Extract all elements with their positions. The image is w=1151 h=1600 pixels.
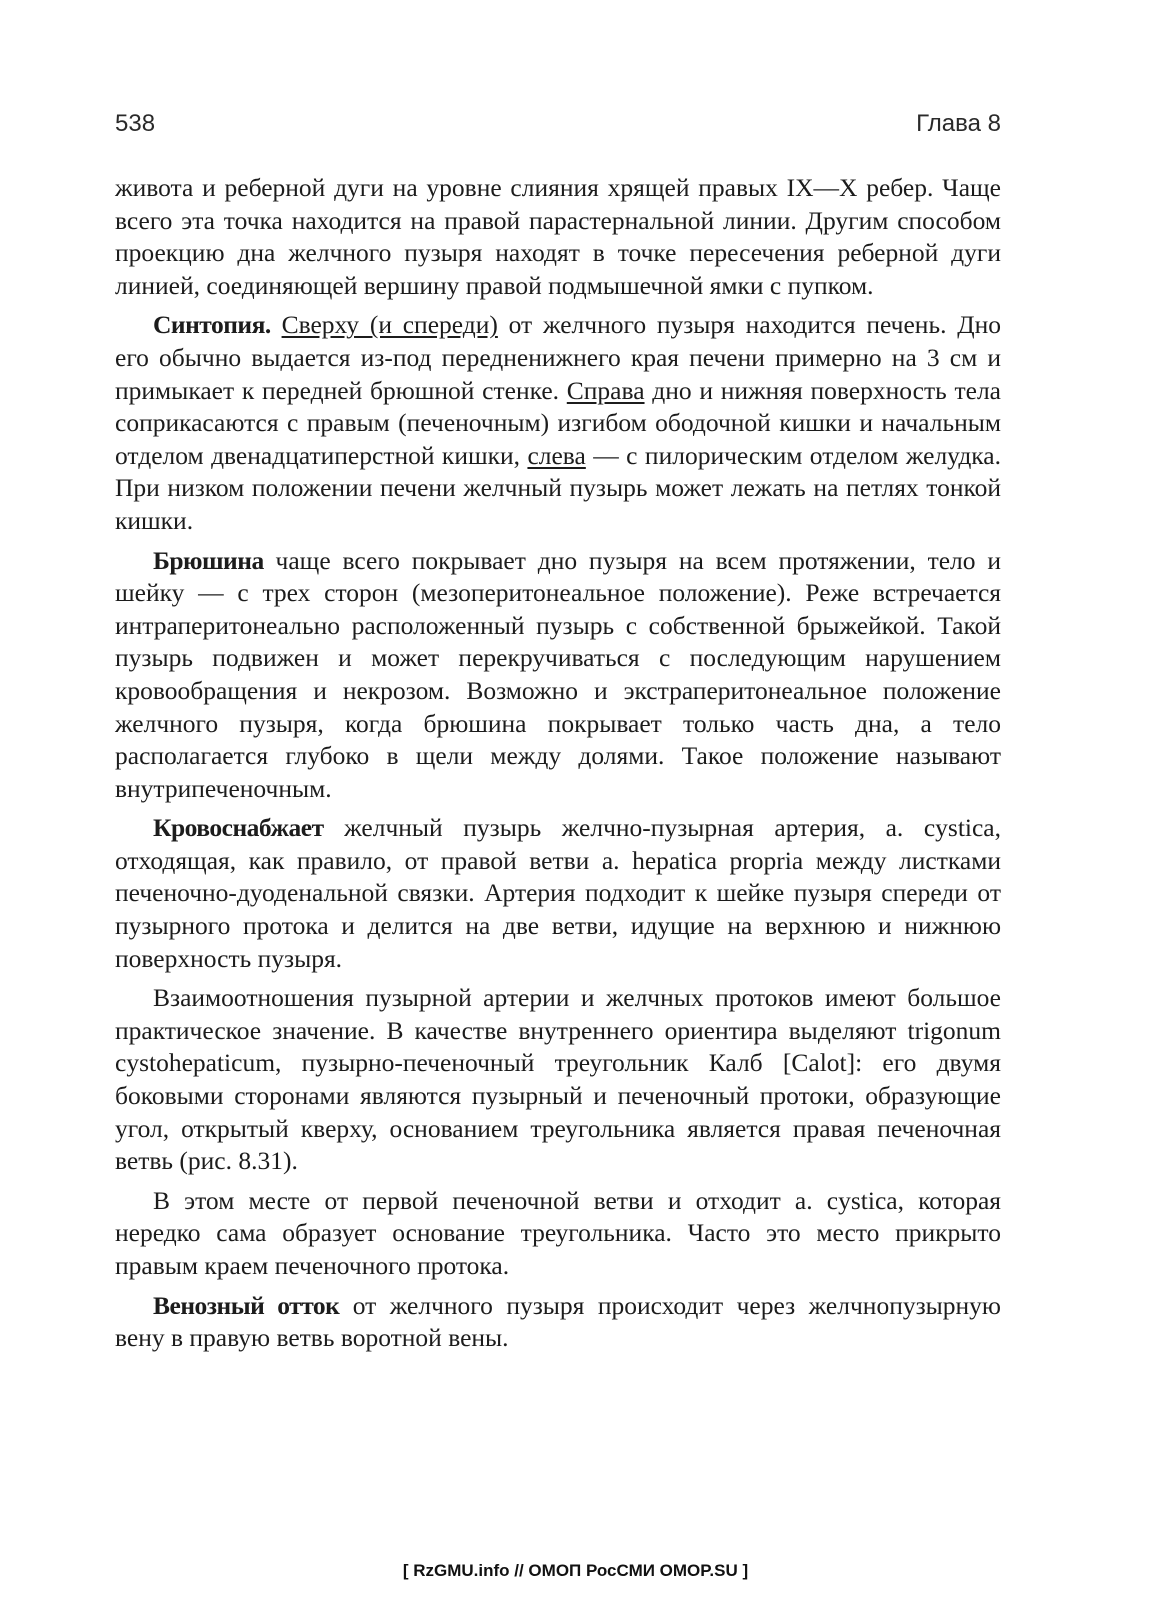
text-segment <box>271 310 282 339</box>
page-number: 538 <box>115 110 156 137</box>
text-segment: от желчного пузыря происходит через желчнопузырную вену в правую ветвь воротной вены. <box>115 1290 1001 1353</box>
underlined-above-front: Сверху (и спереди) <box>281 310 498 340</box>
term-peritoneum: Брюшина <box>153 545 264 575</box>
text-segment: желчный пузырь желчно-пузырная артерия, a. cystica, отходящая, как правило, от правой ветви a. hepatica propria между листками печеночно-дуоденальной связки. Артерия подходит к шейке пузыря спереди от пузырного протока и делится на две ветви, идущие на верхнюю и нижнюю поверхность пузыря. <box>115 813 1001 973</box>
underlined-left: слева <box>527 440 586 470</box>
paragraph-blood-supply <box>115 812 1001 975</box>
footer-watermark: [ RzGMU.info // ОМОП РосСМИ OMOP.SU ] <box>402 1561 749 1580</box>
paragraph-continuation: живота и реберной дуги на уровне слияния хрящей правых IX—X ребер. Чаще всего эта точка находится на правой парастернальной линии. Другим способом проекцию дна желчного пузыря находят в точке пересечения реберной дуги линией, соединяющей вершину правой подмышечной ямки с пупком. <box>115 173 1001 300</box>
term-syntopy: Синтопия. <box>153 310 271 340</box>
page-body <box>115 172 1001 1362</box>
term-venous-outflow: Венозный отток <box>153 1290 340 1320</box>
text-segment: — с пилорическим отделом желудка. При низком положении печени желчный пузырь может лежать на петлях тонкой кишки. <box>115 440 1001 535</box>
paragraph-relations: Взаимоотношения пузырной артерии и желчных протоков имеют большое практическое значение. В качестве внутреннего ориентира выделяют trigonum cystohepaticum, пузырно-печеночный треугольник Калб [Calot]: его двумя боковыми сторонами являются пузырный и печеночный протоки, образующие угол, открытый кверху, основанием треугольника является правая печеночная ветвь (рис. 8.31). <box>115 983 1001 1176</box>
text-segment: дно и нижняя поверхность тела соприкасаются с правым (печеночным) изгибом ободочной кишки и начальным отделом двенадцатиперстной кишки, <box>115 375 1001 470</box>
paragraph-syntopy <box>115 309 1001 537</box>
underlined-right: Справа <box>566 375 645 405</box>
chapter-title: Глава 8 <box>916 110 1001 137</box>
paragraph-peritoneum <box>115 545 1001 806</box>
paragraph-cystic-artery: В этом месте от первой печеночной ветви и отходит a. cystica, которая нередко сама образует основание треугольника. Часто это место прикрыто правым краем печеночного протока. <box>115 1185 1001 1280</box>
text-segment: чаще всего покрывает дно пузыря на всем протяжении, тело и шейку — с трех сторон (мезоперитонеальное положение). Реже встречается интраперитонеально расположенный пузырь с собственной брыжейкой. Такой пузырь подвижен и может перекручиваться с последующим нарушением кровообращения и некрозом. Возможно и экстраперитонеальное положение желчного пузыря, когда брюшина покрывает только часть дна, а тело располагается глубоко в щели между долями. Такое положение называют внутрипеченочным. <box>115 545 1001 803</box>
text-segment: от желчного пузыря находится печень. Дно его обычно выдается из-под передненижнего края печени примерно на 3 см и примыкает к передней брюшной стенке. <box>115 310 1001 405</box>
paragraph-venous-outflow <box>115 1290 1001 1355</box>
page-header <box>115 110 1001 144</box>
term-blood-supply: Кровоснабжает <box>153 813 324 843</box>
